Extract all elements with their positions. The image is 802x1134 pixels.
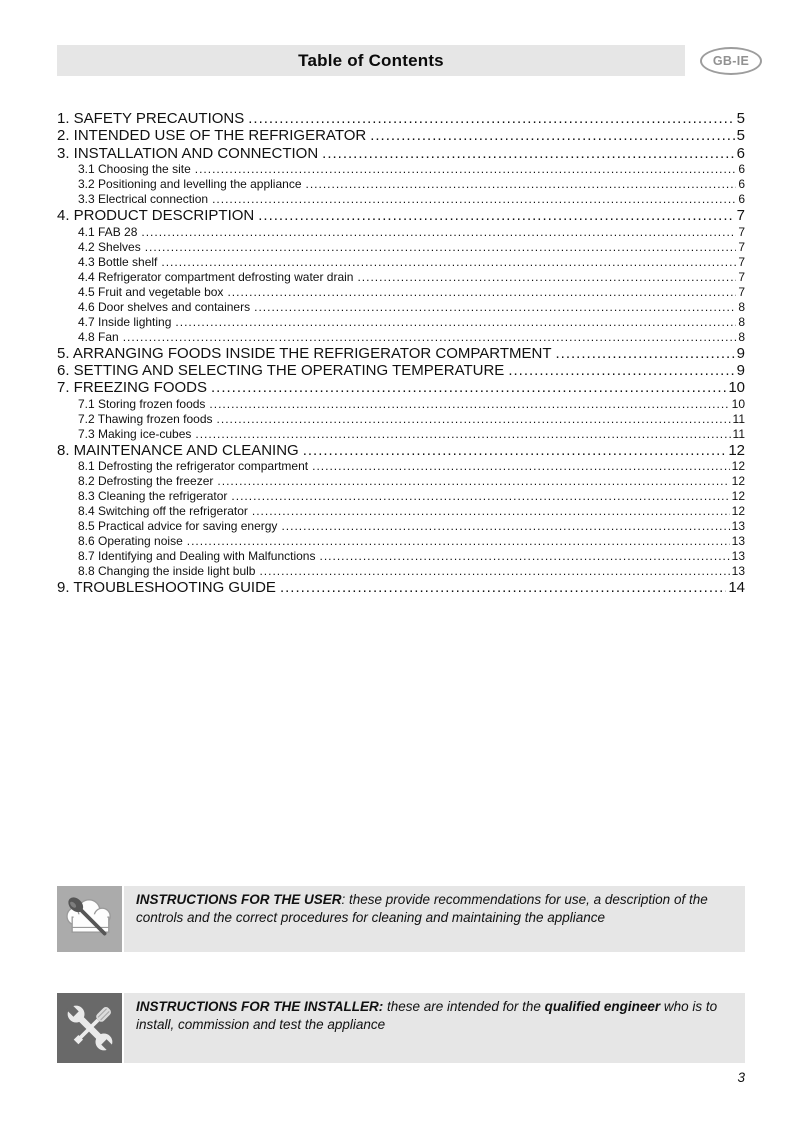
toc-entry-label: 7.2 Thawing frozen foods (78, 411, 213, 426)
toc-entry (57, 534, 745, 549)
toc-leader-dots (250, 300, 736, 315)
toc-leader-dots (191, 162, 737, 177)
toc-entry-label: 7. FREEZING FOODS (57, 379, 208, 397)
user-instructions-note (57, 886, 745, 952)
toc-entry (57, 285, 745, 300)
toc-entry-label: 8.4 Switching off the refrigerator (78, 504, 248, 519)
toc-leader-dots (254, 207, 734, 224)
toc-entry (57, 240, 745, 255)
toc-entry-label: 8.3 Cleaning the refrigerator (78, 489, 228, 504)
toc-entry-page: 13 (731, 519, 745, 534)
toc-entry-page: 6 (738, 177, 745, 192)
installer-instructions-text (124, 993, 745, 1063)
toc-leader-dots (205, 397, 729, 412)
toc-entry-label: 8.6 Operating noise (78, 534, 183, 549)
toc-entry-page: 12 (731, 489, 745, 504)
toc-entry-page: 7 (738, 284, 745, 299)
toc-entry (57, 192, 745, 207)
toc-entry-label: 8. MAINTENANCE AND CLEANING (57, 441, 299, 459)
user-instructions-text (124, 886, 745, 952)
toc-entry-page: 7 (738, 269, 745, 284)
toc-leader-dots (213, 412, 731, 427)
toc-leader-dots (353, 270, 736, 285)
toc-entry-page: 10 (728, 379, 745, 397)
toc-entry (57, 474, 745, 489)
toc-leader-dots (366, 127, 734, 144)
toc-entry-page: 11 (732, 411, 745, 426)
toc-leader-dots (191, 427, 730, 442)
toc-leader-dots (137, 225, 736, 240)
toc-leader-dots (302, 177, 737, 192)
toc-entry (57, 270, 745, 285)
toc-entry-label: 3.3 Electrical connection (78, 192, 209, 207)
toc-entry-label: 4.8 Fan (78, 329, 119, 344)
toc-entry-page: 13 (731, 534, 745, 549)
toc-entry (57, 442, 745, 459)
toc-leader-dots (183, 534, 730, 549)
toc-entry (57, 579, 745, 596)
toc-entry-page: 12 (731, 474, 745, 489)
toc-entry-page: 5 (736, 127, 745, 145)
toc-entry-page: 8 (738, 329, 745, 344)
toc-entry-page: 7 (738, 224, 745, 239)
toc-entry-page: 5 (736, 110, 745, 127)
toc-entry (57, 549, 745, 564)
toc-entry-label: 4.6 Door shelves and containers (78, 299, 251, 314)
toc-leader-dots (141, 240, 737, 255)
language-badge-label: GB-IE (712, 54, 750, 68)
toc-entry (57, 127, 745, 144)
toc-leader-dots (504, 362, 734, 379)
toc-entry-page: 13 (731, 564, 745, 579)
toc-entry (57, 427, 745, 442)
toc-entry-label: 4. PRODUCT DESCRIPTION (57, 207, 255, 225)
toc-entry (57, 412, 745, 427)
language-badge (700, 47, 762, 75)
wrench-screwdriver-icon (57, 993, 122, 1063)
toc-leader-dots (244, 110, 734, 127)
toc-entry (57, 110, 745, 127)
note-text-run: these are intended for the (383, 999, 545, 1014)
toc-entry (57, 519, 745, 534)
toc-entry-label: 4.2 Shelves (78, 239, 141, 254)
page-number: 3 (737, 1070, 745, 1085)
toc-entry-label: 8.8 Changing the inside light bulb (78, 564, 256, 579)
toc-entry-page: 12 (731, 504, 745, 519)
toc-entry-label: 5. ARRANGING FOODS INSIDE THE REFRIGERATOR COMPARTMENT (57, 344, 552, 362)
toc-leader-dots (276, 579, 726, 596)
page-header (57, 45, 685, 76)
toc-leader-dots (208, 192, 736, 207)
note-text-run: who is to install, commission and test the appliance (136, 999, 718, 1032)
installer-instructions-note (57, 993, 745, 1063)
toc-leader-dots (248, 504, 730, 519)
toc-entry (57, 489, 745, 504)
toc-entry-label: 8.5 Practical advice for saving energy (78, 519, 278, 534)
toc-entry-page: 8 (738, 314, 745, 329)
toc-entry-label: 1. SAFETY PRECAUTIONS (57, 110, 245, 127)
toc-entry-label: 3.1 Choosing the site (78, 162, 191, 177)
toc-entry-label: 8.1 Defrosting the refrigerator compartment (78, 459, 309, 474)
toc-entry (57, 564, 745, 579)
toc-leader-dots (157, 255, 736, 270)
toc-entry (57, 459, 745, 474)
toc-entry-label: 7.3 Making ice-cubes (78, 426, 192, 441)
toc-leader-dots (171, 315, 736, 330)
toc-leader-dots (277, 519, 729, 534)
toc-entry (57, 255, 745, 270)
toc-leader-dots (299, 442, 727, 459)
toc-entry-label: 3. INSTALLATION AND CONNECTION (57, 144, 319, 162)
note-text-run: INSTRUCTIONS FOR THE USER (136, 892, 342, 907)
toc-entry (57, 300, 745, 315)
toc-entry-page: 12 (728, 441, 745, 459)
toc-entry (57, 379, 745, 396)
toc-entry-page: 6 (738, 192, 745, 207)
toc-leader-dots (119, 330, 737, 345)
toc-entry-label: 8.2 Defrosting the freezer (78, 474, 214, 489)
toc-entry (57, 345, 745, 362)
toc-entry-page: 7 (738, 239, 745, 254)
toc-leader-dots (255, 564, 729, 579)
toc-entry (57, 362, 745, 379)
toc-entry-page: 9 (736, 344, 745, 362)
toc-entry-page: 10 (731, 396, 745, 411)
toc-entry-label: 4.4 Refrigerator compartment defrosting water drain (78, 269, 354, 284)
toc-leader-dots (213, 474, 729, 489)
toc-entry-page: 7 (738, 254, 745, 269)
toc-leader-dots (552, 345, 735, 362)
toc-leader-dots (315, 549, 729, 564)
toc-entry (57, 145, 745, 162)
toc-entry-page: 6 (736, 144, 745, 162)
toc-entry-page: 14 (728, 579, 745, 597)
toc-entry-label: 9. TROUBLESHOOTING GUIDE (57, 579, 276, 597)
toc-list (57, 110, 745, 597)
toc-entry (57, 397, 745, 412)
toc-leader-dots (223, 285, 736, 300)
toc-entry-label: 8.7 Identifying and Dealing with Malfunctions (78, 549, 316, 564)
toc-entry (57, 162, 745, 177)
toc-entry (57, 315, 745, 330)
toc-entry-label: 4.1 FAB 28 (78, 224, 138, 239)
toc-entry-label: 2. INTENDED USE OF THE REFRIGERATOR (57, 127, 367, 145)
toc-entry-label: 6. SETTING AND SELECTING THE OPERATING TEMPERATURE (57, 362, 505, 380)
toc-entry-label: 4.7 Inside lighting (78, 314, 172, 329)
toc-entry-page: 9 (736, 362, 745, 380)
toc-leader-dots (207, 379, 726, 396)
note-text-run: qualified engineer (544, 999, 661, 1014)
toc-entry (57, 177, 745, 192)
toc-leader-dots (227, 489, 729, 504)
toc-entry (57, 504, 745, 519)
toc-entry (57, 207, 745, 224)
page-title: Table of Contents (298, 50, 444, 70)
toc-entry-label: 4.5 Fruit and vegetable box (78, 284, 224, 299)
toc-leader-dots (318, 145, 735, 162)
toc-entry-page: 11 (732, 426, 745, 441)
note-text-run: : these provide recommendations for use, a description of the controls and the correct procedures for cleaning and maintaining the appliance (136, 892, 708, 925)
toc-entry-label: 7.1 Storing frozen foods (78, 396, 206, 411)
toc-entry-page: 13 (731, 549, 745, 564)
chef-hat-spoon-icon (57, 886, 122, 952)
note-text-run: INSTRUCTIONS FOR THE INSTALLER: (136, 999, 384, 1014)
toc-leader-dots (308, 459, 730, 474)
toc-entry-page: 7 (736, 207, 745, 225)
toc-entry-page: 12 (731, 459, 745, 474)
toc-entry-page: 6 (738, 162, 745, 177)
toc-entry-label: 4.3 Bottle shelf (78, 254, 158, 269)
toc-entry-page: 8 (738, 299, 745, 314)
toc-entry-label: 3.2 Positioning and levelling the appliance (78, 177, 302, 192)
toc-entry (57, 330, 745, 345)
toc-entry (57, 225, 745, 240)
